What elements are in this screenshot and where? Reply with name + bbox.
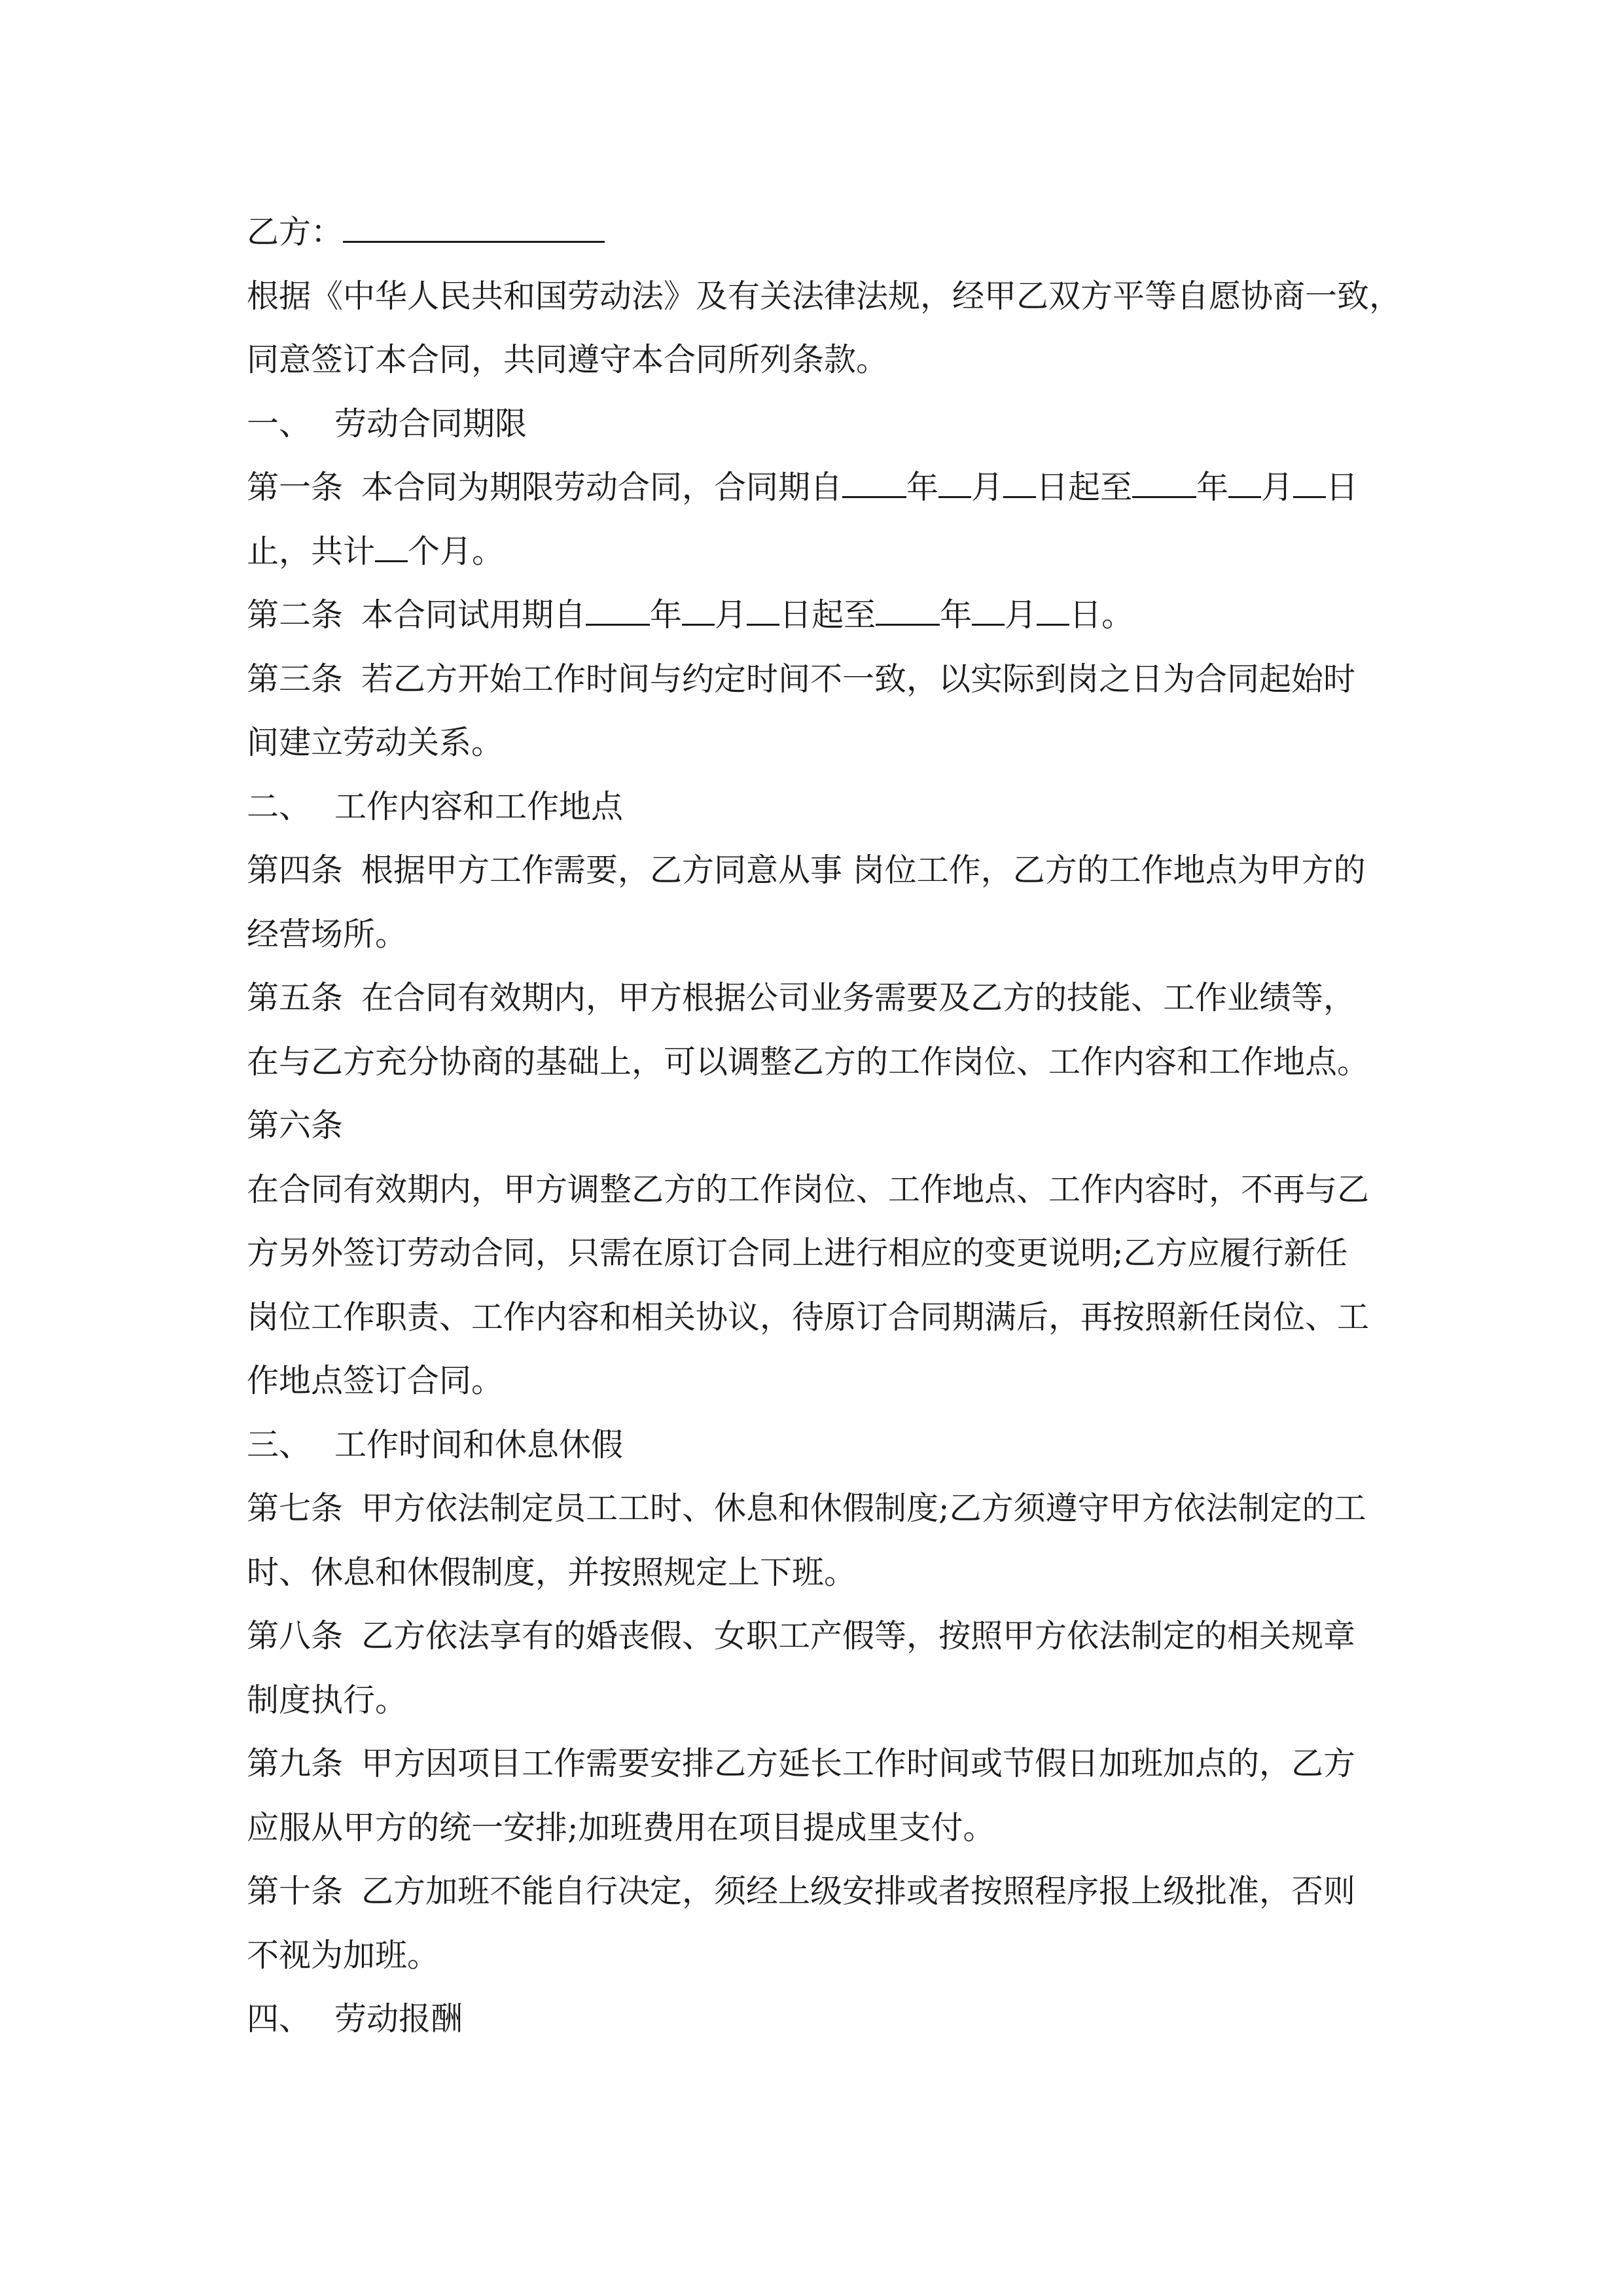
blank — [1293, 467, 1326, 498]
article-5-line-1 — [247, 966, 1425, 1030]
article-1-text-f: 月 — [1261, 469, 1294, 506]
article-7-text-1: 甲方依法制定员工工时、休息和休假制度;乙方须遵守甲方依法制定的工 — [361, 1490, 1366, 1527]
article-4-line-2: 经营场所。 — [247, 915, 408, 953]
article-2-text-e: 年 — [940, 596, 972, 634]
article-2-text-f: 月 — [1005, 596, 1037, 634]
article-1-text-a: 本合同为期限劳动合同，合同期自 — [361, 469, 843, 506]
article-1-text-b: 年 — [906, 469, 939, 506]
blank — [972, 595, 1005, 626]
article-6-line-4: 作地点签订合同。 — [247, 1362, 504, 1399]
article-1-text-e: 年 — [1196, 469, 1229, 506]
article-2-text-d: 日起至 — [779, 596, 876, 634]
blank — [842, 467, 906, 498]
blank — [747, 595, 779, 626]
article-9-line-2: 应服从甲方的统一安排;加班费用在项目提成里支付。 — [247, 1808, 995, 1846]
article-5-line-2: 在与乙方充分协商的基础上，可以调整乙方的工作岗位、工作内容和工作地点。 — [247, 1043, 1370, 1081]
section-2-title: 工作内容和工作地点 — [334, 787, 624, 825]
section-3-heading — [247, 1413, 1425, 1477]
section-2-number: 二、 — [247, 787, 312, 825]
article-9-line-1 — [247, 1732, 1425, 1796]
article-3-text-1: 若乙方开始工作时间与约定时间不一致，以实际到岗之日为合同起始时 — [361, 660, 1356, 698]
article-6-line-1: 在合同有效期内，甲方调整乙方的工作岗位、工作地点、工作内容时，不再与乙 — [247, 1170, 1370, 1208]
article-10-line-1 — [247, 1859, 1425, 1924]
blank — [876, 595, 940, 626]
section-2-heading — [247, 775, 1425, 839]
article-4-text-1: 根据甲方工作需要，乙方同意从事 岗位工作，乙方的工作地点为甲方的 — [361, 852, 1366, 889]
article-2-text-c: 月 — [715, 596, 747, 634]
article-1-text-h: 止，共计 — [247, 532, 376, 570]
article-2-label: 第二条 — [247, 596, 344, 634]
article-1-line-2 — [247, 520, 1425, 584]
article-8-line-2: 制度执行。 — [247, 1681, 408, 1719]
party-b-line — [247, 200, 1425, 264]
article-8-label: 第八条 — [247, 1617, 344, 1655]
party-b-label: 乙方： — [247, 213, 344, 251]
section-4-title: 劳动报酬 — [334, 2000, 463, 2037]
article-9-text-1: 甲方因项目工作需要安排乙方延长工作时间或节假日加班加点的，乙方 — [361, 1745, 1356, 1782]
section-3-title: 工作时间和休息休假 — [334, 1426, 624, 1463]
article-8-line-1 — [247, 1604, 1425, 1668]
article-3-line-1 — [247, 647, 1425, 711]
article-7-label: 第七条 — [247, 1490, 344, 1527]
article-3-label: 第三条 — [247, 660, 344, 698]
article-1-text-d: 日起至 — [1036, 469, 1133, 506]
article-2-text-g: 日。 — [1069, 596, 1134, 634]
article-1-line-1 — [247, 456, 1425, 520]
article-8-text-1: 乙方依法享有的婚丧假、女职工产假等，按照甲方依法制定的相关规章 — [361, 1617, 1356, 1655]
article-4-line-1 — [247, 838, 1425, 903]
article-6-line-3: 岗位工作职责、工作内容和相关协议，待原订合同期满后，再按照新任岗位、工 — [247, 1298, 1370, 1336]
article-7-line-1 — [247, 1477, 1425, 1541]
blank — [1132, 467, 1196, 498]
party-b-blank — [343, 212, 605, 243]
blank — [938, 467, 971, 498]
blank — [1003, 467, 1036, 498]
section-3-number: 三、 — [247, 1426, 312, 1463]
blank — [1228, 467, 1261, 498]
article-10-label: 第十条 — [247, 1873, 344, 1910]
article-2-text-b: 年 — [650, 596, 683, 634]
article-1-text-g: 日 — [1326, 469, 1359, 506]
section-1-heading — [247, 392, 1425, 456]
article-1-text-i: 个月。 — [408, 532, 505, 570]
blank — [1037, 595, 1069, 626]
article-4-label: 第四条 — [247, 852, 344, 889]
section-1-title: 劳动合同期限 — [334, 404, 527, 442]
article-5-text-1: 在合同有效期内，甲方根据公司业务需要及乙方的技能、工作业绩等， — [361, 979, 1356, 1016]
section-4-number: 四、 — [247, 2000, 312, 2037]
article-9-label: 第九条 — [247, 1745, 344, 1782]
intro-line-2: 同意签订本合同，共同遵守本合同所列条款。 — [247, 341, 889, 378]
article-5-label: 第五条 — [247, 979, 344, 1016]
article-2-text-a: 本合同试用期自 — [361, 596, 586, 634]
article-1-label: 第一条 — [247, 469, 344, 506]
blank — [682, 595, 715, 626]
article-10-text-1: 乙方加班不能自行决定，须经上级安排或者按照程序报上级批准，否则 — [361, 1873, 1356, 1910]
article-3-line-2: 间建立劳动关系。 — [247, 724, 504, 761]
article-2-line — [247, 583, 1425, 647]
article-10-line-2: 不视为加班。 — [247, 1936, 440, 1974]
article-6-label: 第六条 — [247, 1107, 344, 1144]
contract-body — [247, 200, 1425, 2051]
blank — [375, 531, 408, 562]
section-4-heading — [247, 1987, 1425, 2051]
blank — [586, 595, 650, 626]
article-6-line-2: 方另外签订劳动合同，只需在原订合同上进行相应的变更说明;乙方应履行新任 — [247, 1234, 1348, 1272]
article-7-line-2: 时、休息和休假制度，并按照规定上下班。 — [247, 1553, 857, 1591]
section-1-number: 一、 — [247, 404, 312, 442]
intro-line-1: 根据《中华人民共和国劳动法》及有关法律法规，经甲乙双方平等自愿协商一致， — [247, 277, 1402, 315]
article-1-text-c: 月 — [971, 469, 1004, 506]
